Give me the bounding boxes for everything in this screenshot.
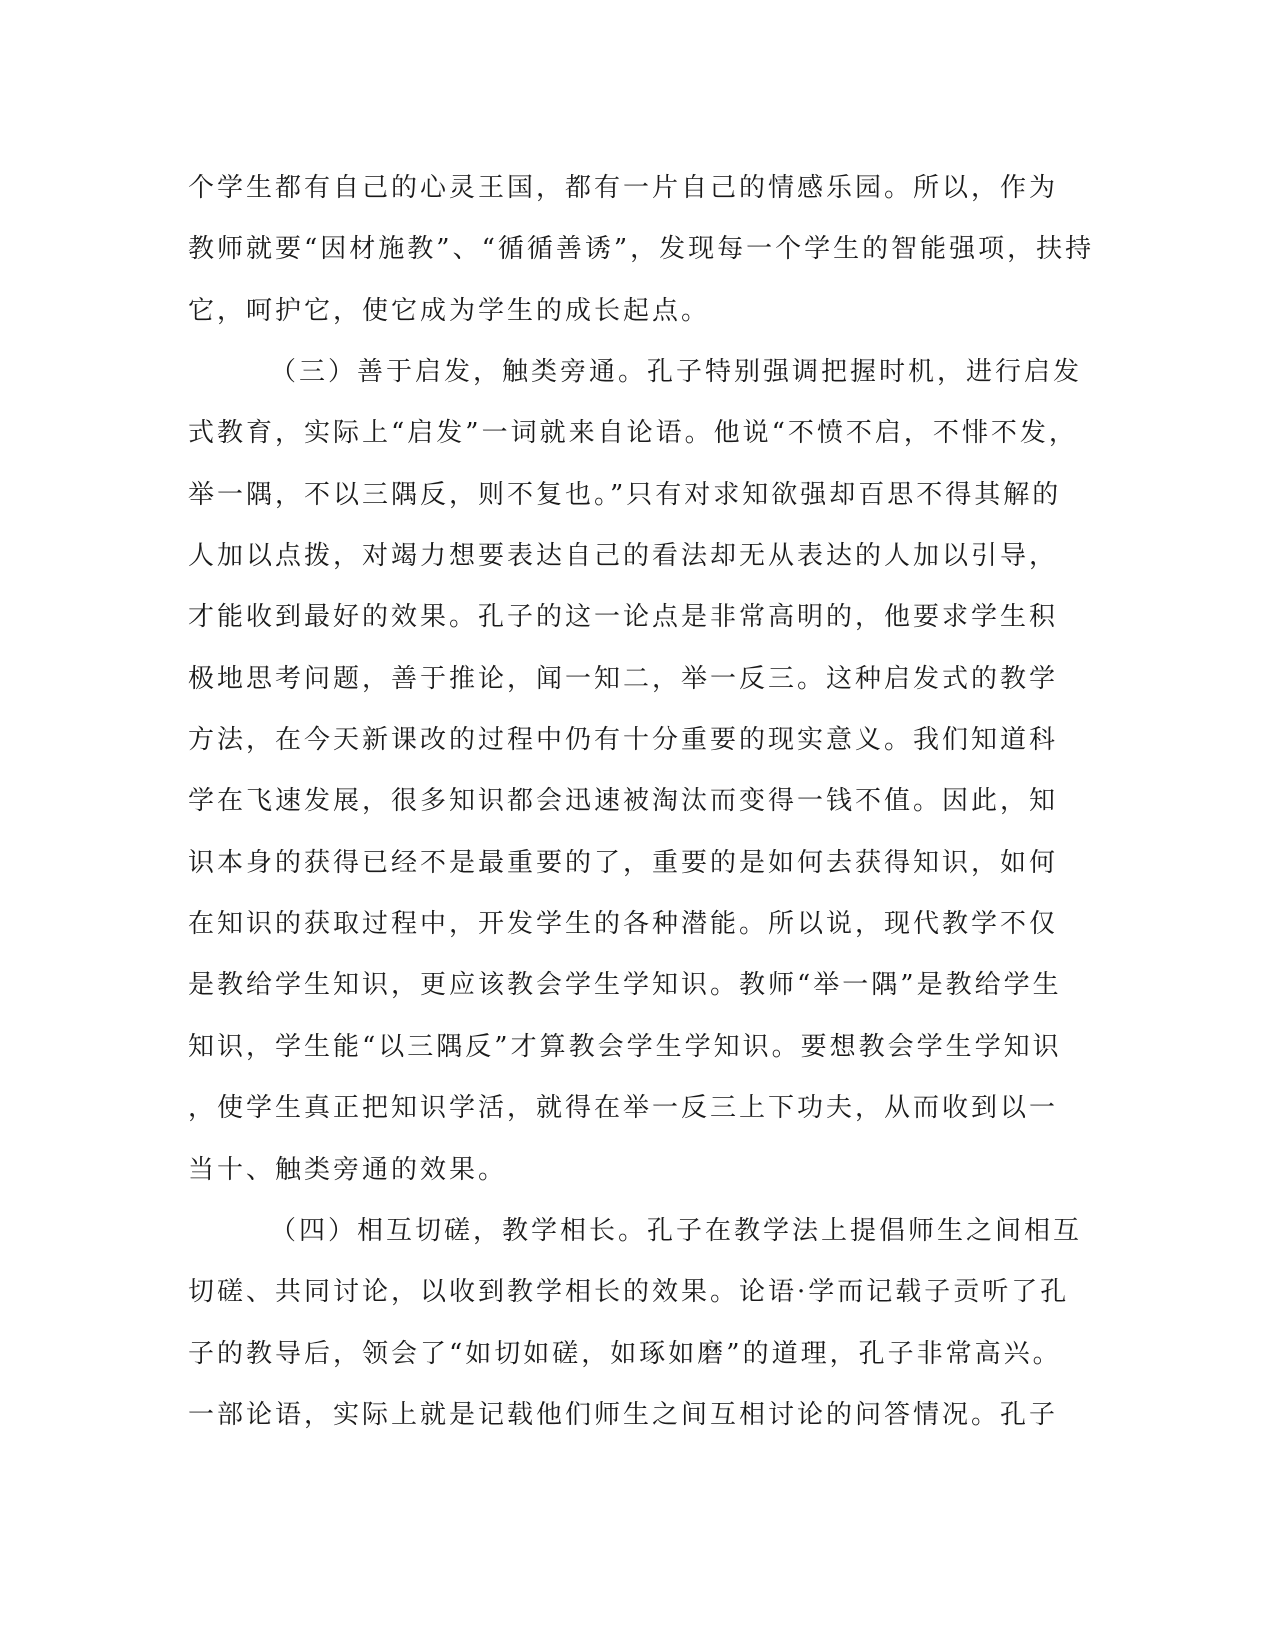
text-line: 个学生都有自己的心灵王国，都有一片自己的情感乐园。所以，作为 [188, 173, 1059, 203]
text-line: ，使学生真正把知识学活，就得在举一反三上下功夫，从而收到以一 [188, 1093, 1059, 1124]
text-line: 知识，学生能“以三隅反”才算教会学生学知识。要想教会学生学知识 [188, 1031, 1062, 1062]
text-line: 方法，在今天新课改的过程中仍有十分重要的现实意义。我们知道科 [188, 725, 1059, 756]
text-line: 一部论语，实际上就是记载他们师生之间互相讨论的问答情况。孔子 [188, 1399, 1059, 1430]
text-line: 举一隅，不以三隅反，则不复也。”只有对求知欲强却百思不得其解的 [188, 479, 1062, 510]
text-line: 切磋、共同讨论，以收到教学相长的效果。论语·学而记载子贡听了孔 [188, 1277, 1070, 1308]
text-line: 极地思考问题，善于推论，闻一知二，举一反三。这种启发式的教学 [188, 663, 1059, 694]
text-line: 人加以点拨，对竭力想要表达自己的看法却无从表达的人加以引导， [188, 541, 1059, 572]
section-heading-line: （四）相互切磋，教学相长。孔子在教学法上提倡师生之间相互 [270, 1215, 1083, 1246]
text-line: 式教育，实际上“启发”一词就来自论语。他说“不愤不启，不悱不发， [188, 418, 1078, 449]
text-line: 子的教导后，领会了“如切如磋，如琢如磨”的道理，孔子非常高兴。 [188, 1338, 1062, 1369]
text-line: 它，呵护它，使它成为学生的成长起点。 [188, 295, 711, 326]
text-line: 教师就要“因材施教”、“循循善诱”，发现每一个学生的智能强项，扶持 [188, 234, 1095, 265]
body-text [188, 158, 1095, 1446]
section-heading-line: （三）善于启发，触类旁通。孔子特别强调把握时机，进行启发 [270, 357, 1083, 388]
text-line: 是教给学生知识，更应该教会学生学知识。教师“举一隅”是教给学生 [188, 970, 1062, 1001]
text-line: 识本身的获得已经不是最重要的了，重要的是如何去获得知识，如何 [188, 847, 1059, 878]
text-line: 在知识的获取过程中，开发学生的各种潜能。所以说，现代教学不仅 [188, 909, 1059, 940]
text-line: 学在飞速发展，很多知识都会迅速被淘汰而变得一钱不值。因此，知 [188, 786, 1059, 817]
text-line: 才能收到最好的效果。孔子的这一论点是非常高明的，他要求学生积 [188, 602, 1059, 633]
text-line: 当十、触类旁通的效果。 [188, 1154, 508, 1185]
